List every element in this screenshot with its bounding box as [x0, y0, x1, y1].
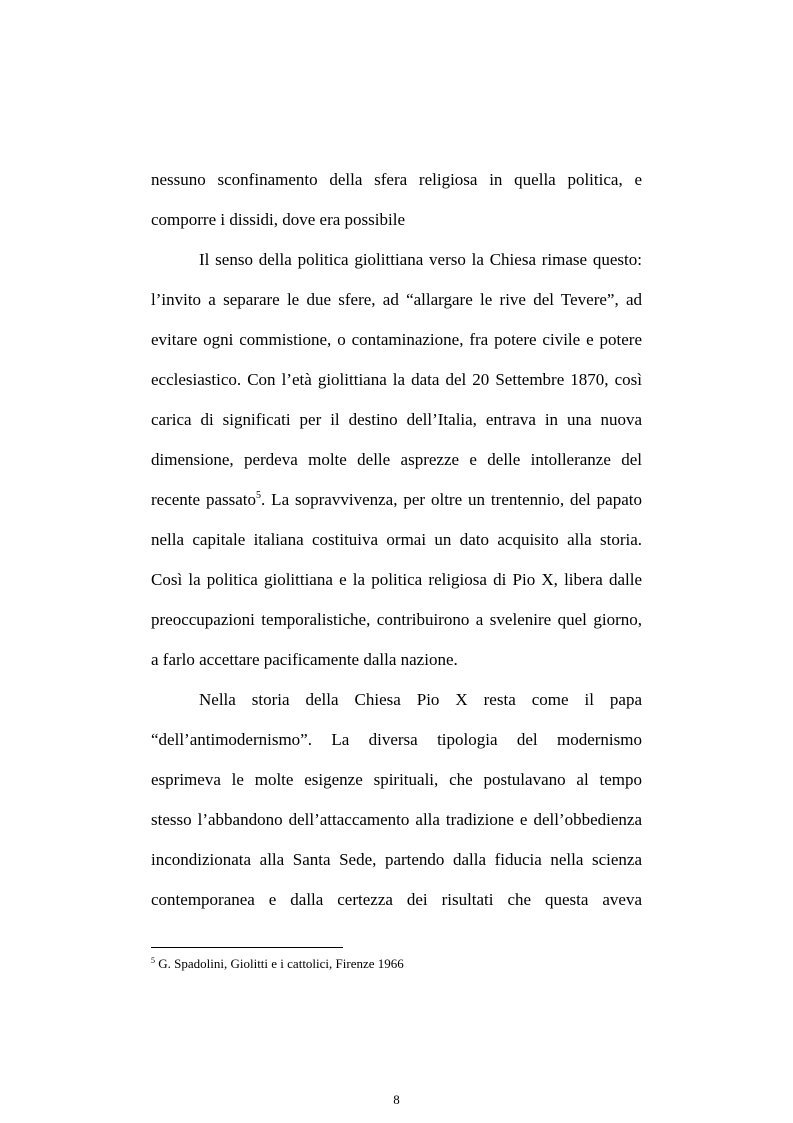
- body-text-line: dimensione, perdeva molte delle asprezze e delle intolleranze del: [151, 450, 642, 469]
- footnote-number: 5: [151, 956, 155, 965]
- text-segment: recente passato: [151, 490, 257, 509]
- body-text-line: a farlo accettare pacificamente dalla nazione.: [151, 650, 458, 669]
- body-text-line-with-footnote-ref: [151, 490, 642, 510]
- paragraph-first-line: Nella storia della Chiesa Pio X resta come il papa: [199, 690, 642, 709]
- text-segment: . La sopravvivenza, per oltre un trentennio, del papato: [261, 490, 642, 509]
- footnote-reference[interactable]: 5: [256, 490, 262, 501]
- body-text-line: “dell’antimodernismo”. La diversa tipologia del modernismo: [151, 730, 642, 749]
- body-text-line: Così la politica giolittiana e la politica religiosa di Pio X, libera dalle: [151, 570, 642, 589]
- body-text-line: preoccupazioni temporalistiche, contribuirono a svelenire quel giorno,: [151, 610, 642, 629]
- body-text-line: evitare ogni commistione, o contaminazione, fra potere civile e potere: [151, 330, 642, 349]
- paragraph-first-line: Il senso della politica giolittiana verso la Chiesa rimase questo:: [199, 250, 642, 269]
- footnote: [151, 955, 404, 973]
- body-text-line: esprimeva le molte esigenze spirituali, che postulavano al tempo: [151, 770, 642, 789]
- footnote-separator: [151, 947, 343, 948]
- body-text-line: l’invito a separare le due sfere, ad “allargare le rive del Tevere”, ad: [151, 290, 642, 309]
- body-text-line: carica di significati per il destino dell’Italia, entrava in una nuova: [151, 410, 642, 429]
- body-text-line: ecclesiastico. Con l’età giolittiana la data del 20 Settembre 1870, così: [151, 370, 642, 389]
- footnote-text: G. Spadolini, Giolitti e i cattolici, Firenze 1966: [155, 956, 404, 971]
- page-number: 8: [393, 1092, 400, 1107]
- body-text-line: incondizionata alla Santa Sede, partendo dalla fiducia nella scienza: [151, 850, 642, 869]
- body-text-line: nella capitale italiana costituiva ormai un dato acquisito alla storia.: [151, 530, 642, 549]
- body-text-line: nessuno sconfinamento della sfera religiosa in quella politica, e: [151, 170, 642, 189]
- body-text-line: stesso l’abbandono dell’attaccamento alla tradizione e dell’obbedienza: [151, 810, 642, 829]
- body-text-line: contemporanea e dalla certezza dei risultati che questa aveva: [151, 890, 642, 909]
- body-text-line: comporre i dissidi, dove era possibile: [151, 210, 406, 229]
